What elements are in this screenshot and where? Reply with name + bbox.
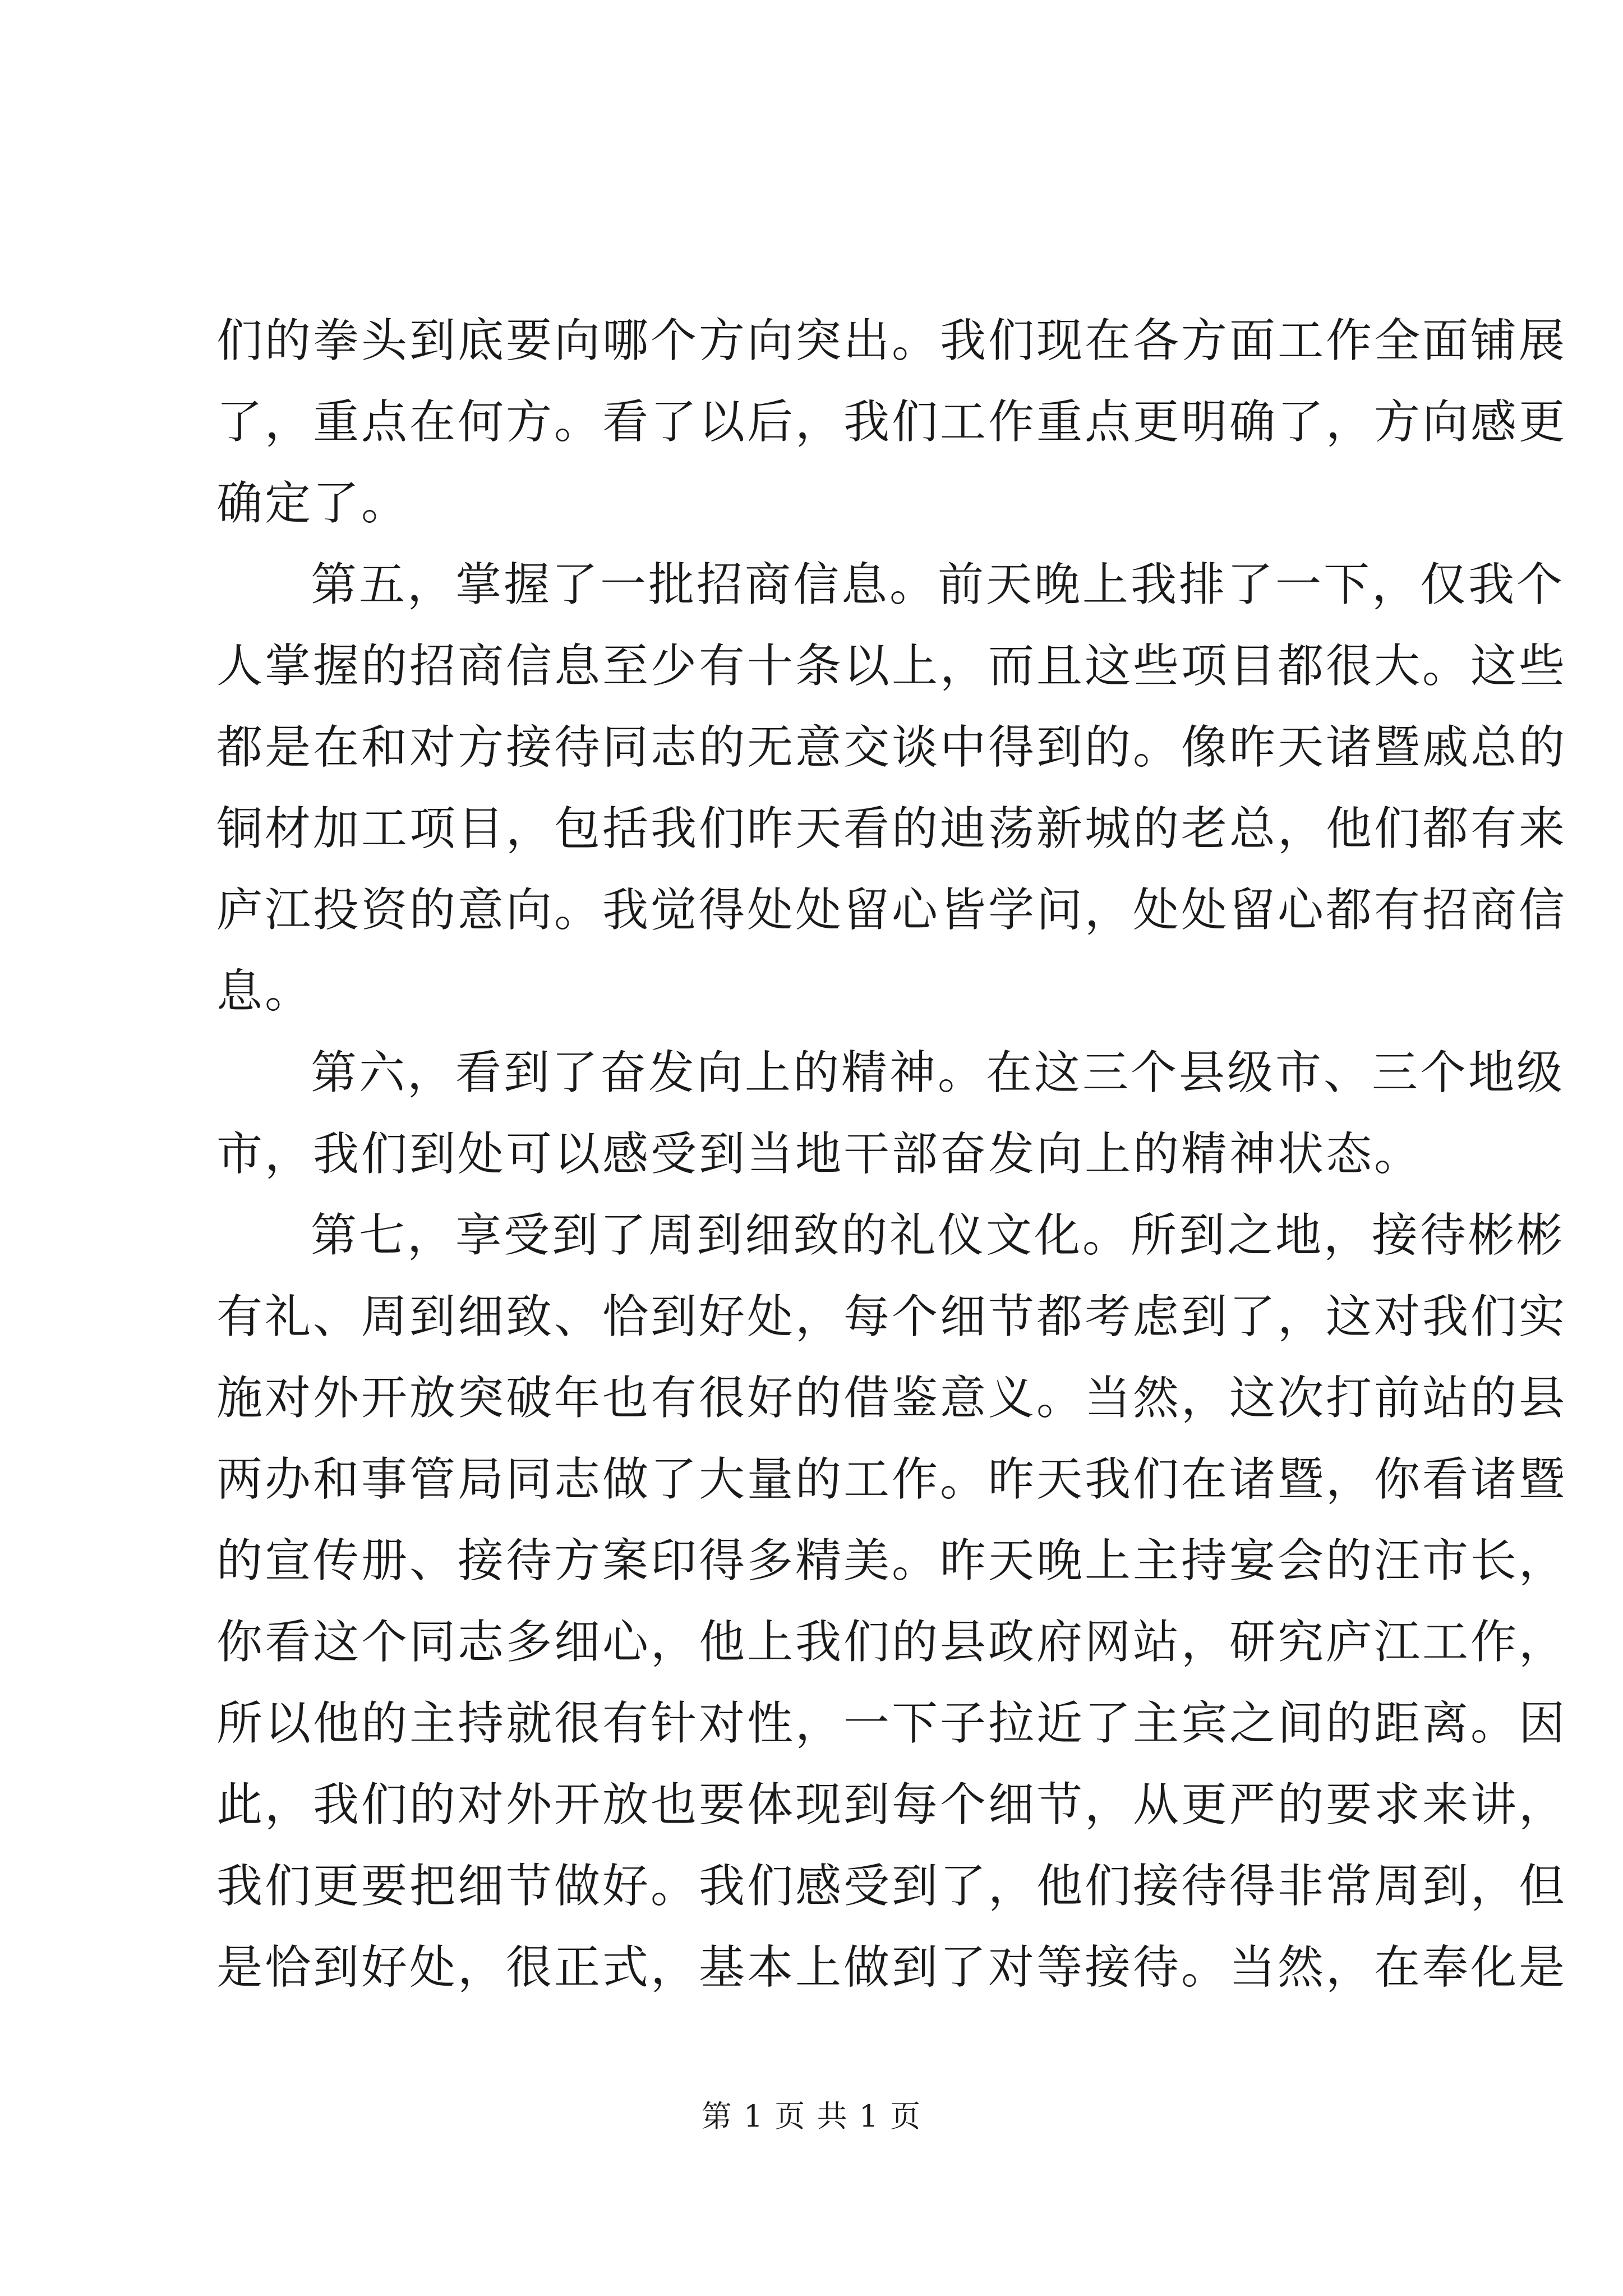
text-line: 都是在和对方接待同志的无意交谈中得到的。像昨天诸暨戚总的: [216, 721, 1567, 774]
text-line: 铜材加工项目，包括我们昨天看的迪荡新城的老总，他们都有来: [216, 802, 1567, 855]
text-line: 我们更要把细节做好。我们感受到了，他们接待得非常周到，但: [216, 1860, 1567, 1913]
text-line: 庐江投资的意向。我觉得处处留心皆学问，处处留心都有招商信: [216, 884, 1567, 937]
paragraph-start-line: 第七，享受到了周到细致的礼仪文化。所到之地，接待彬彬: [311, 1209, 1565, 1262]
text-line: 所以他的主持就很有针对性，一下子拉近了主宾之间的距离。因: [216, 1697, 1567, 1750]
text-line: 两办和事管局同志做了大量的工作。昨天我们在诸暨，你看诸暨: [216, 1453, 1567, 1506]
text-line: 的宣传册、接待方案印得多精美。昨天晚上主持宴会的汪市长，: [216, 1534, 1567, 1588]
text-line: 人掌握的招商信息至少有十条以上，而且这些项目都很大。这些: [216, 639, 1567, 693]
page-footer: 第 1 页 共 1 页: [701, 2099, 922, 2134]
text-line: 施对外开放突破年也有很好的借鉴意义。当然，这次打前站的县: [216, 1372, 1567, 1425]
text-line: 你看这个同志多细心，他上我们的县政府网站，研究庐江工作，: [216, 1616, 1567, 1669]
body-text: [216, 300, 1567, 2008]
text-line: 有礼、周到细致、恰到好处，每个细节都考虑到了，这对我们实: [216, 1290, 1567, 1343]
text-line: 了，重点在何方。看了以后，我们工作重点更明确了，方向感更: [216, 395, 1567, 449]
text-line: 们的拳头到底要向哪个方向突出。我们现在各方面工作全面铺展: [216, 314, 1567, 367]
paragraph-start-line: 第六，看到了奋发向上的精神。在这三个县级市、三个地级: [311, 1046, 1565, 1099]
text-line: 是恰到好处，很正式，基本上做到了对等接待。当然，在奉化是: [216, 1941, 1567, 1994]
text-line: 息。: [216, 965, 313, 1018]
text-line: 市，我们到处可以感受到当地干部奋发向上的精神状态。: [216, 1128, 1423, 1181]
text-line: 确定了。: [216, 477, 410, 530]
paragraph-start-line: 第五，掌握了一批招商信息。前天晚上我排了一下，仅我个: [311, 558, 1565, 611]
text-line: 此，我们的对外开放也要体现到每个细节，从更严的要求来讲，: [216, 1778, 1567, 1832]
